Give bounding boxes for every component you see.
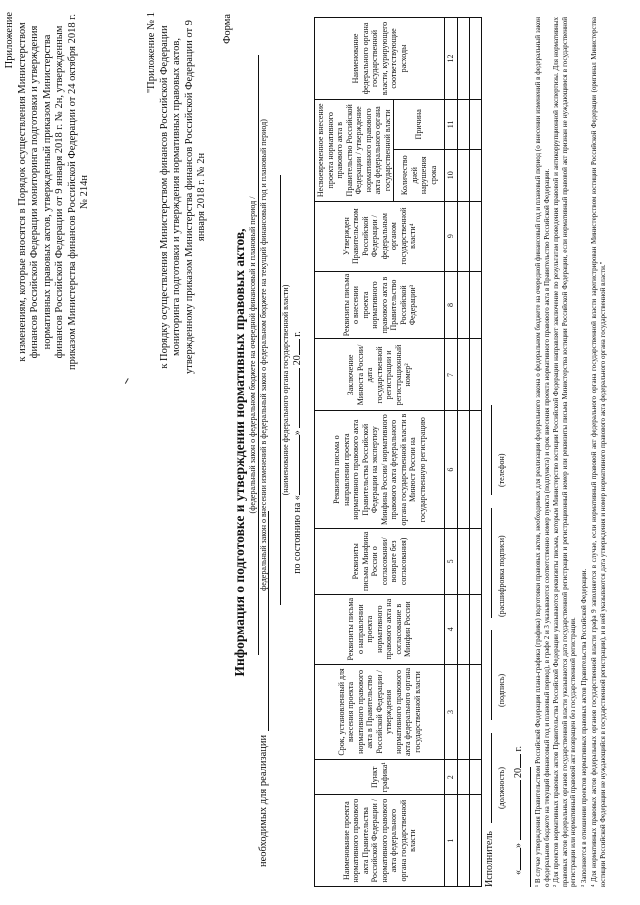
- column-number: 4: [445, 594, 458, 664]
- appendix1-text: к Порядку осуществления Министерством финансов Российской Федерации мониторинга подготовки и утверждения нормативных правовых актов, утвержденному приказом Министерства финансов Российской Федерации от 9 января 2018 г. № 2н: [158, 20, 207, 374]
- executor-row: [484, 405, 495, 887]
- table-row: [458, 18, 470, 887]
- table-header-cell: Реквизиты письма Минфина России о согласовании/ возврате без согласования): [315, 528, 445, 594]
- status-prefix: по состоянию на «: [292, 495, 303, 574]
- appendix-header: [4, 12, 92, 372]
- decoding-caption: (расшифровка подписи): [497, 535, 506, 617]
- table-subheader-cell: Количество дней нарушения срока: [394, 149, 445, 201]
- pen-mark: [125, 378, 132, 386]
- footnote-divider: [530, 767, 531, 887]
- table-header-cell: Пункт графика¹: [315, 760, 445, 795]
- column-number: 5: [445, 528, 458, 594]
- table-subheader-cell: Причина: [394, 99, 445, 149]
- column-number: 12: [445, 18, 458, 100]
- column-number: 9: [445, 201, 458, 271]
- law-caption-2: федеральный закон о внесении изменений в федеральный закон о федеральном бюджете на текущий финансовый год и плановый период): [258, 55, 269, 655]
- position-blank: [491, 733, 492, 823]
- date-year-suffix: г.: [513, 746, 524, 752]
- appendix-label: Приложение: [4, 12, 15, 69]
- table-header-row: [315, 18, 394, 887]
- table-header-cell: Несвоевременное внесение проекта нормативного правового акта в Правительство Российской Федерации / утверждение нормативного правового акта федерального органа государственной власти: [315, 99, 394, 201]
- table-header-cell: Утвержден Правительством Российской Федерации / федеральным органом государственной власти⁴: [315, 201, 445, 271]
- column-number: 1: [445, 795, 458, 887]
- table-header-cell: Наименование федерального органа государственной власти, курирующего соответствующие расходы: [315, 18, 445, 100]
- sign-caption: (подпись): [497, 673, 506, 707]
- table-header-cell: Наименование проекта нормативного правового акта Правительства Российской Федерации / нормативного правового акта федерального органа государственной власти: [315, 795, 445, 887]
- organ-caption: (наименование федерального органа государственной власти): [280, 175, 290, 605]
- table-row: [470, 18, 482, 887]
- table-header-cell: Реквизиты письма о направлении проекта нормативного правового акта Правительства Российской Федерации на экспертизу Минфина России/ нормативного правового акта федерального органа государственной власти в Минюст России на государственную регистрацию: [315, 411, 445, 528]
- table-number-row: [445, 18, 458, 887]
- monitoring-table: [314, 17, 482, 887]
- column-number: 10: [445, 149, 458, 201]
- realization-label: необходимых для реализации: [258, 734, 269, 867]
- appendix1-label: "Приложение № 1: [146, 12, 157, 94]
- table-header-cell: Срок, установленный для внесения проекта нормативного правового акта в Правительство Российской Федерации / утверждения нормативного правового акта федерального органа государственной власти: [315, 664, 445, 760]
- date-year-blank: [520, 754, 521, 768]
- position-caption: (должность): [497, 767, 506, 809]
- column-number: 8: [445, 271, 458, 339]
- document-title: Информация о подготовке и утверждении нормативных правовых актов,: [232, 228, 247, 677]
- phone-blank: [491, 405, 492, 495]
- status-date-line: [292, 0, 303, 905]
- column-number: 2: [445, 760, 458, 795]
- column-number: 6: [445, 411, 458, 528]
- table-header-cell: Реквизиты письма о внесении проекта нормативного правового акта в Правительство Российской Федерации³: [315, 271, 445, 339]
- status-day-blank: [299, 435, 300, 495]
- status-year: 20: [292, 355, 303, 366]
- date-month-blank: [520, 781, 521, 841]
- status-year-blank: [299, 339, 300, 355]
- table-header-cell: Заключение Минюста России/дата государственной регистрации и регистрационный номер²: [315, 339, 445, 411]
- appendix1-header: [146, 12, 209, 382]
- footnote-4: ⁴ Для нормативных правовых актов федеральных органов государственной власти графа 9 заполняется в случае, если нормативный правовой акт федерального органа государственной власти зарегистрирован Министерством юстиции Российской Федерации (оригинал Министерства юстиции Российской Федерации не нуждающийся в государственной регистрации), и в ней указываются дата утверждения и номер нормативного правового акта федерального органа государственной власти.": [590, 17, 607, 887]
- footnote-2: ² Для проектов нормативных правовых актов Правительства Российской Федерации указываются реквизиты письма, которым Министерство юстиции Российской Федерации направляет заключение по результатам проведения правовой и антикоррупционной экспертизы. Для нормативных правовых актов федеральных органов государственной власти указываются дата государственной регистрации и регистрационный номер или реквизиты письма Министерства юстиции Российской Федерации, если нормативный правовой акт признан не нуждающимся в государственной регистрации или нормативный правовой акт возвращен без государственной регистрации.: [552, 17, 578, 887]
- footnote-3: ³ Заполняется в отношении проектов нормативных правовых актов Правительства Российской Федерации.: [580, 568, 588, 887]
- date-open: «: [513, 870, 524, 875]
- table-header-cell: Реквизиты письма о направлении проекта нормативного правового акта на согласование в Минфин России: [315, 594, 445, 664]
- appendix-text: к изменениям, которые вносятся в Порядок осуществления Министерством финансов Российской Федерации мониторинга подготовки и утверждения нормативных правовых актов, утвержденный приказом Министерства финансов Российской Федерации от 9 января 2018 г. № 2н, утвержденным приказом Министерства финансов Российской Федерации от 24 октября 2018 г. № 214н: [16, 14, 90, 370]
- phone-caption: (телефон): [497, 453, 506, 487]
- decoding-blank: [491, 508, 492, 618]
- column-number: 11: [445, 99, 458, 149]
- status-mid: »: [292, 430, 303, 436]
- law-caption-1: (федеральный закон о федеральном бюджете на очередной финансовый и плановый период /: [248, 196, 257, 514]
- sign-blank: [491, 630, 492, 720]
- column-number: 3: [445, 664, 458, 760]
- date-year: 20: [513, 768, 524, 778]
- date-close: »: [513, 843, 524, 848]
- status-month-blank: [299, 368, 300, 428]
- footnote-1: ¹ В случае утверждения Правительством Российской Федерации плана-графика (графика) подготовки правовых актов, необходимых для реализации федерального закона о федеральном бюджете на очередной финансовый год и плановый период (о внесении изменений в федеральный закон о федеральном бюджете на текущий финансовый год и плановый период), в графе 2 и 3 указываются соответственно номер пункта (подпункта) и срок внесения проекта нормативного правового акта в Правительство Российской Федерации.: [534, 17, 551, 887]
- column-number: 7: [445, 339, 458, 411]
- status-suffix: г.: [292, 331, 303, 337]
- executor-label: Исполнитель: [484, 831, 495, 887]
- date-day-blank: [520, 848, 521, 870]
- form-label: Форма: [222, 14, 233, 44]
- date-row: [513, 746, 524, 875]
